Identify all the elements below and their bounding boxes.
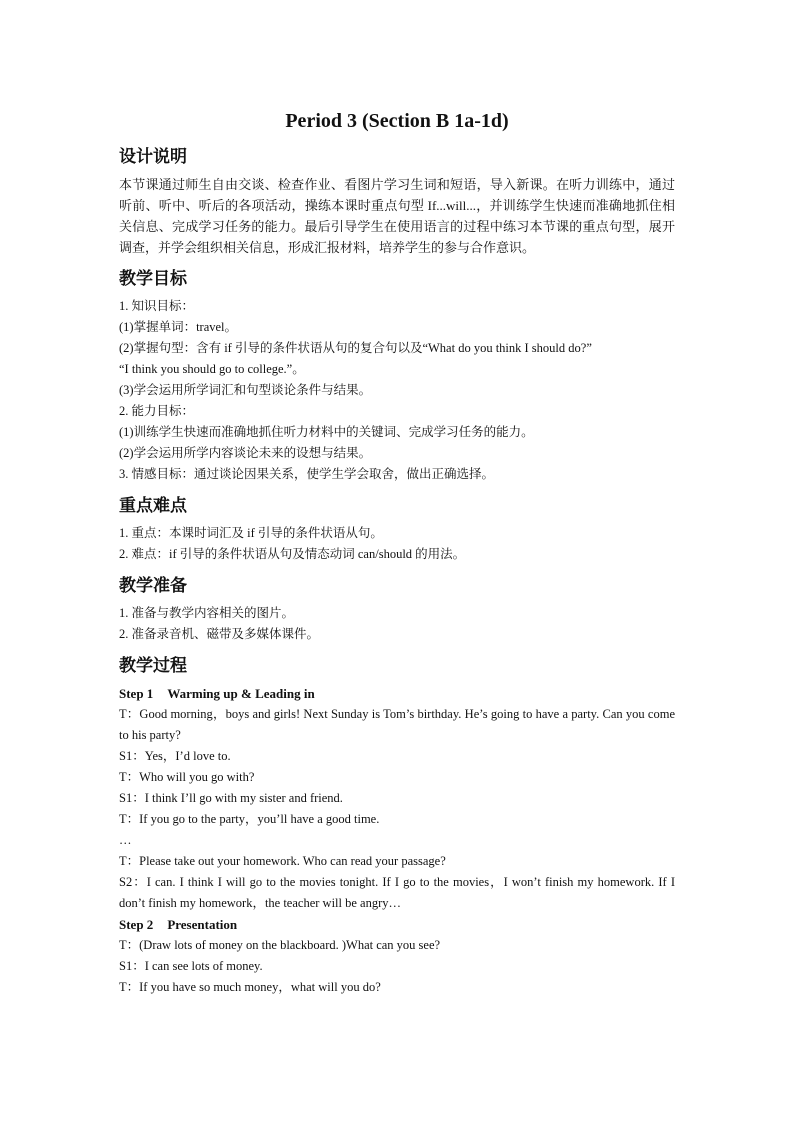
objective-line: “I think you should go to college.”。 bbox=[119, 362, 305, 376]
objective-line: (3)学会运用所学词汇和句型谈论条件与结果。 bbox=[119, 383, 372, 397]
process-section bbox=[119, 683, 675, 998]
objective-line: (2)掌握句型：含有 if 引导的条件状语从句的复合句以及“What do you think I should do?” bbox=[119, 341, 592, 355]
step-name: Presentation bbox=[167, 917, 238, 932]
heading-keypoints: 重点难点 bbox=[119, 496, 187, 516]
dialogue-line: S1：I think I’ll go with my sister and friend. bbox=[119, 791, 343, 805]
dialogue-line: … bbox=[119, 833, 132, 847]
page-title: Period 3 (Section B 1a-1d) bbox=[285, 110, 509, 132]
dialogue-line: T：Good morning，boys and girls! Next Sunday is Tom’s birthday. He’s going to have a party. Can you come to his party? bbox=[119, 707, 675, 742]
objective-line: 2. 能力目标： bbox=[119, 404, 195, 418]
dialogue-line: S1：I can see lots of money. bbox=[119, 959, 263, 973]
heading-prep: 教学准备 bbox=[119, 576, 187, 596]
dialogue-line: T：If you have so much money，what will you do? bbox=[119, 980, 381, 994]
dialogue-line: T：If you go to the party，you’ll have a good time. bbox=[119, 812, 380, 826]
prep-list bbox=[119, 603, 675, 645]
heading-objectives: 教学目标 bbox=[119, 269, 187, 289]
dialogue-line: T：Who will you go with? bbox=[119, 770, 255, 784]
objective-line: (1)训练学生快速而准确地抓住听力材料中的关键词、完成学习任务的能力。 bbox=[119, 425, 534, 439]
heading-process: 教学过程 bbox=[119, 656, 187, 676]
dialogue-line: S1：Yes，I’d love to. bbox=[119, 749, 231, 763]
prep-line: 2. 准备录音机、磁带及多媒体课件。 bbox=[119, 627, 320, 641]
step-name: Warming up & Leading in bbox=[167, 686, 315, 701]
dialogue-line: S2：I can. I think I will go to the movies tonight. If I go to the movies，I won’t finish my homework. If I don’t finish my homework，the teacher will be angry… bbox=[119, 875, 675, 910]
objective-line: (1)掌握单词：travel。 bbox=[119, 320, 238, 334]
keypoints-list bbox=[119, 523, 675, 565]
step-number: Step 1 bbox=[119, 686, 154, 701]
keypoint-line: 2. 难点：if 引导的条件状语从句及情态动词 can/should 的用法。 bbox=[119, 547, 466, 561]
dialogue-line: T：(Draw lots of money on the blackboard. )What can you see? bbox=[119, 938, 441, 952]
heading-design: 设计说明 bbox=[119, 147, 187, 167]
step-2-heading bbox=[119, 914, 675, 935]
objective-line: 3. 情感目标：通过谈论因果关系，使学生学会取舍，做出正确选择。 bbox=[119, 467, 495, 481]
keypoint-line: 1. 重点：本课时词汇及 if 引导的条件状语从句。 bbox=[119, 526, 383, 540]
objective-line: (2)学会运用所学内容谈论未来的设想与结果。 bbox=[119, 446, 372, 460]
objectives-list bbox=[119, 296, 675, 485]
design-paragraph: 本节课通过师生自由交谈、检查作业、看图片学习生词和短语，导入新课。在听力训练中，通过听前、听中、听后的各项活动，操练本课时重点句型 If...will...，并训练学生快速而准确地抓住相关信息、完成学习任务的能力。最后引导学生在使用语言的过程中练习本节课的重点句型，展开调查，并学会组织相关信息，形成汇报材料，培养学生的参与合作意识。 bbox=[119, 177, 675, 255]
objective-line: 1. 知识目标： bbox=[119, 299, 195, 313]
step-1-heading bbox=[119, 683, 675, 704]
dialogue-line: T：Please take out your homework. Who can read your passage? bbox=[119, 854, 446, 868]
document-content bbox=[119, 98, 675, 998]
prep-line: 1. 准备与教学内容相关的图片。 bbox=[119, 606, 295, 620]
step-number: Step 2 bbox=[119, 917, 154, 932]
